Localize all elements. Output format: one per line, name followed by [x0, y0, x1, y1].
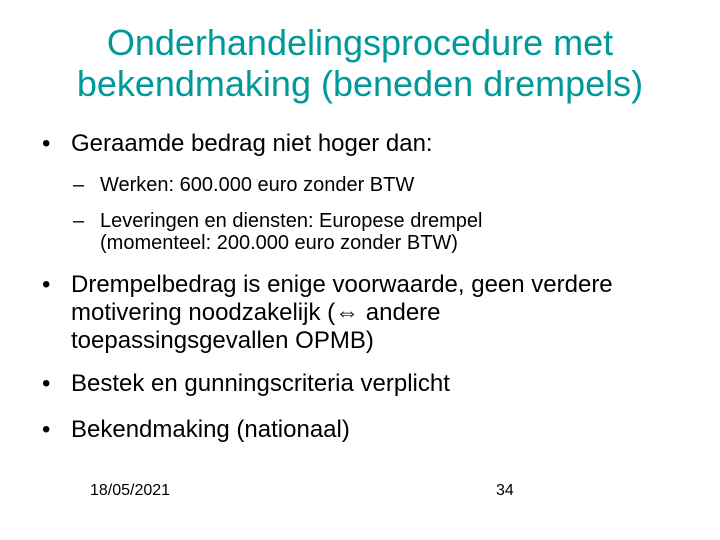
bullet-marker: •: [42, 370, 51, 397]
bullet-marker: •: [42, 130, 51, 157]
slide-title: [20, 22, 700, 104]
bullet-text: Drempelbedrag is enige voorwaarde, geen verdere motivering noodzakelijk (⇔ andere toepassingsgevallen OPMB): [71, 271, 613, 354]
footer-page-number: 34: [496, 482, 514, 499]
slide-title-line-2: bekendmaking (beneden drempels): [76, 63, 644, 104]
bullet-item: [42, 370, 662, 398]
sub-bullet-marker: –: [73, 174, 85, 196]
sub-bullet-item: [73, 210, 573, 254]
footer-date: 18/05/2021: [90, 482, 171, 499]
bullet-text: Bekendmaking (nationaal): [71, 416, 350, 443]
sub-bullet-text: Leveringen en diensten: Europese drempel (momenteel: 200.000 euro zonder BTW): [100, 210, 483, 254]
bullet-marker: •: [42, 416, 51, 443]
bullet-text: Bestek en gunningscriteria verplicht: [71, 370, 450, 397]
bullet-item: [42, 416, 662, 444]
sub-bullet-item: [73, 174, 673, 196]
bullet-text: Geraamde bedrag niet hoger dan:: [71, 130, 433, 157]
slide-title-line-1: Onderhandelingsprocedure met: [106, 22, 614, 63]
bullet-marker: •: [42, 271, 51, 298]
bullet-item: [42, 130, 662, 158]
bullet-item: [42, 271, 642, 355]
sub-bullet-text: Werken: 600.000 euro zonder BTW: [100, 174, 415, 196]
sub-bullet-marker: –: [73, 210, 85, 232]
